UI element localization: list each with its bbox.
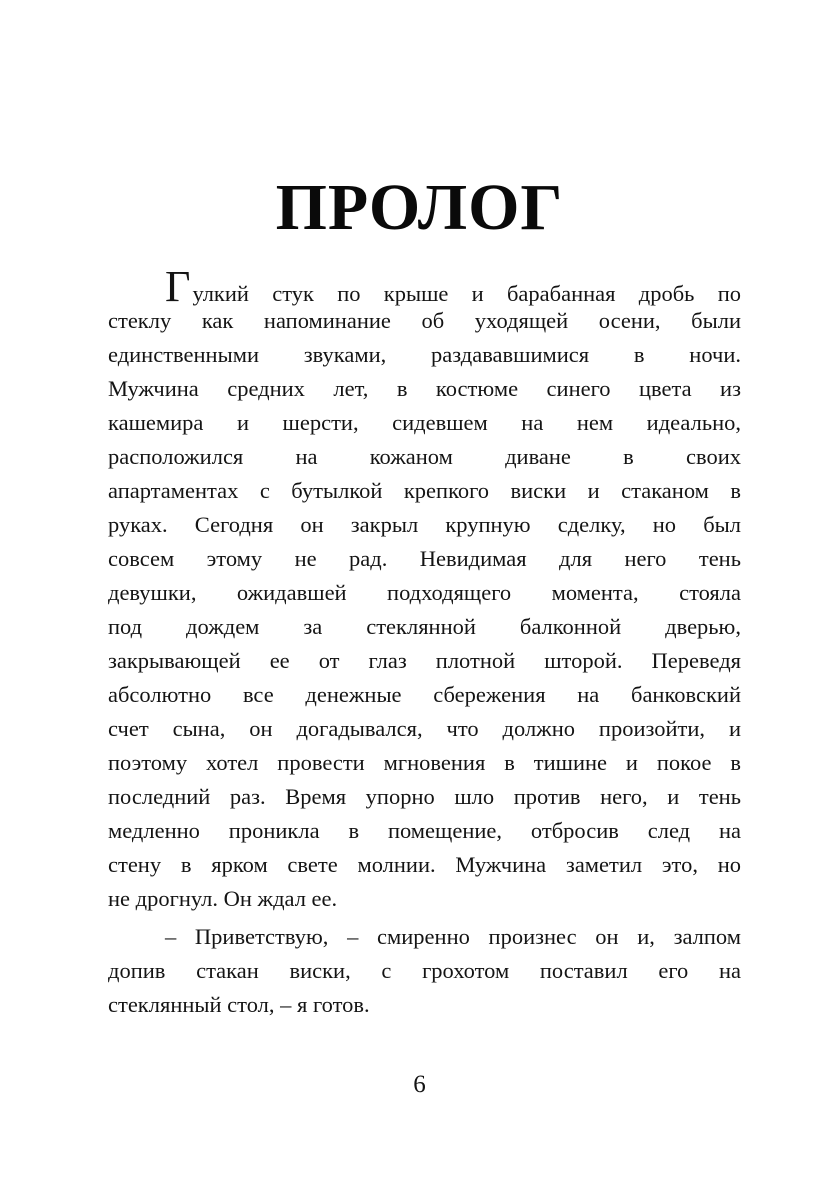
text-line: кашемира и шерсти, сидевшем на нем идеально, (108, 410, 741, 435)
paragraph-1-line-1: Гулкий стук по крыше и барабанная дробь по (165, 262, 741, 311)
paragraph-2-line-1: – Приветствую, – смиренно произнес он и, залпом (165, 924, 741, 949)
text-line: руках. Сегодня он закрыл крупную сделку, но был (108, 512, 741, 537)
text-line: не дрогнул. Он ждал ее. (108, 886, 338, 911)
text-line: Мужчина средних лет, в костюме синего цвета из (108, 376, 741, 401)
text-line: совсем этому не рад. Невидимая для него тень (108, 546, 741, 571)
drop-cap: Г (165, 262, 191, 311)
page-number: 6 (413, 1071, 426, 1098)
text-line: абсолютно все денежные сбережения на банковский (108, 682, 741, 707)
text-line: апартаментах с бутылкой крепкого виски и стаканом в (108, 478, 741, 503)
text-line: под дождем за стеклянной балконной дверью, (108, 614, 741, 639)
text-line: последний раз. Время упорно шло против него, и тень (108, 784, 741, 809)
text-line: расположился на кожаном диване в своих (108, 444, 741, 469)
text-line: единственными звуками, раздававшимися в ночи. (108, 342, 741, 367)
text-line: медленно проникла в помещение, отбросив след на (108, 818, 741, 843)
text-line: стену в ярком свете молнии. Мужчина заметил это, но (108, 852, 741, 877)
text-line: девушки, ожидавшей подходящего момента, стояла (108, 580, 741, 605)
text-line: допив стакан виски, с грохотом поставил его на (108, 958, 741, 983)
text-line: закрывающей ее от глаз плотной шторой. Переведя (108, 648, 741, 673)
text-line: счет сына, он догадывался, что должно произойти, и (108, 716, 741, 741)
text-line: стеклянный стол, – я готов. (108, 992, 370, 1017)
chapter-title: ПРОЛОГ (275, 171, 564, 244)
text-line: поэтому хотел провести мгновения в тишине и покое в (108, 750, 741, 775)
text-line: стеклу как напоминание об уходящей осени, были (108, 308, 741, 333)
